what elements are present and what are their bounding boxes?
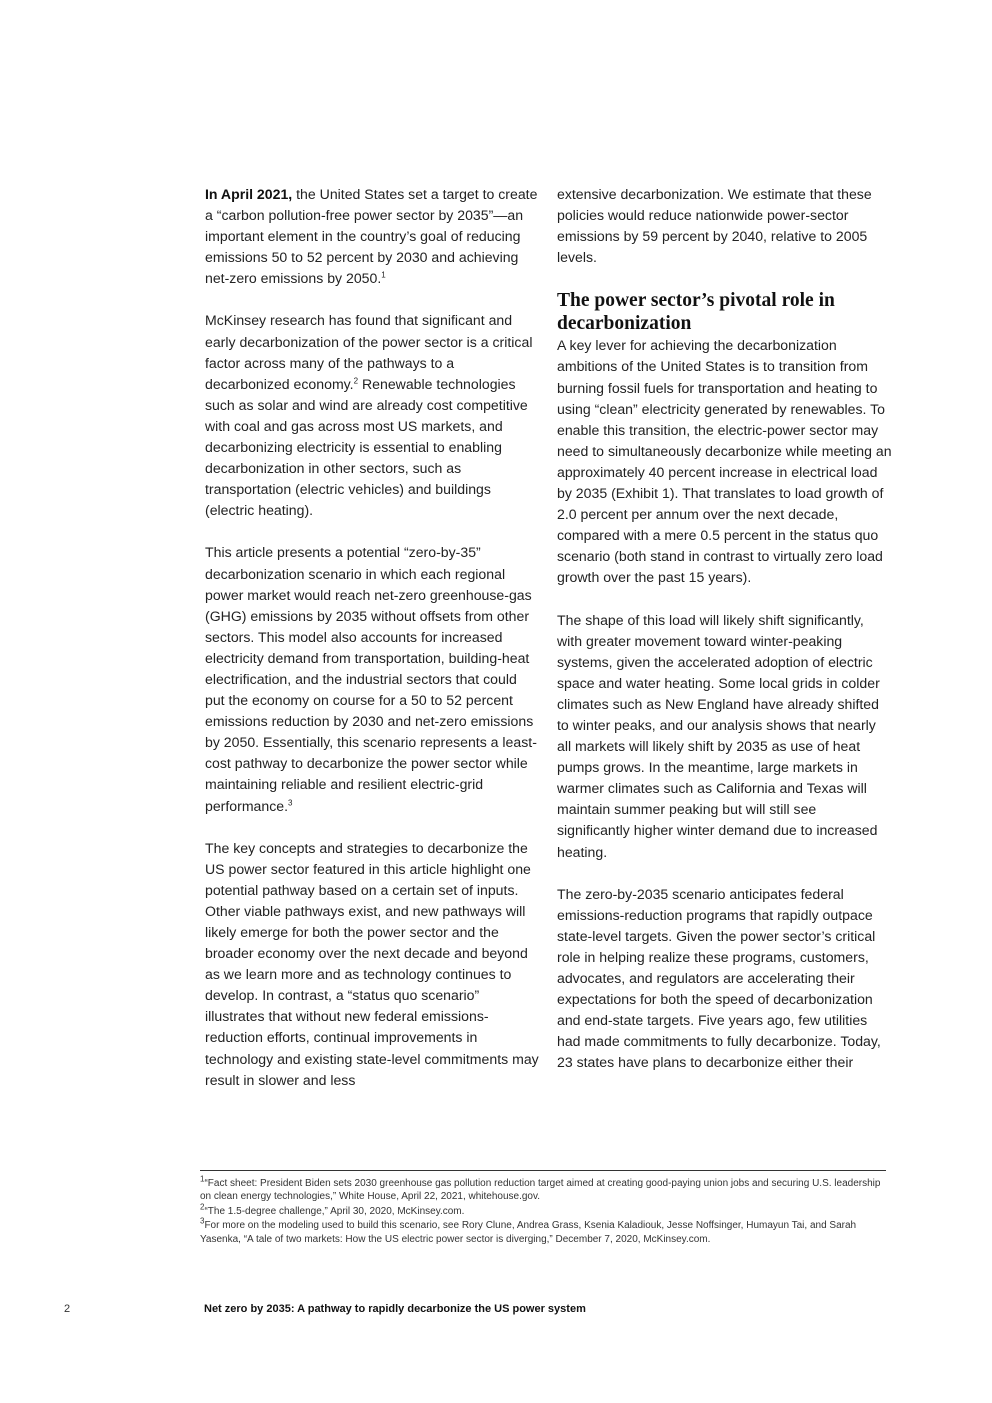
footnote-number: 3 [200, 1216, 205, 1226]
paragraph-text: the United States set a target to create a “carbon pollution-free power sector by 2035”—an important element in the country’s goal of reducing emissions 50 to 52 percent by 2030 and achieving net-zero emissions by 2050. [205, 186, 538, 287]
paragraph-scenario [205, 542, 540, 816]
right-column [557, 184, 892, 1094]
paragraph-load-shape [557, 610, 892, 863]
paragraph-text: This article presents a potential “zero-by-35” decarbonization scenario in which each regional power market would reach net-zero greenhouse-gas (GHG) emissions by 2035 without offsets from other sectors. This model also accounts for increased electricity demand from transportation, building-heat electrification, and the industrial sectors that could put the economy on course for a 50 to 52 percent emissions reduction by 2030 and net-zero emissions by 2050. Essentially, this scenario represents a least-cost pathway to decarbonize the power sector while maintaining reliable and resilient electric-grid performance. [205, 544, 537, 814]
page-number: 2 [64, 1303, 71, 1315]
footnote-ref[interactable]: 2 [353, 376, 359, 386]
paragraph-text: The shape of this load will likely shift significantly, with greater movement toward winter-peaking systems, given the accelerated adoption of electric space and water heating. Some local grids in colder climates such as New England have already shifted to winter peaks, and our analysis shows that nearly all markets will likely shift by 2035 as use of heat pumps grows. In the meantime, large markets in warmer climates such as California and Texas will maintain summer peaking but will still see significantly higher winter demand due to increased heating. [557, 611, 880, 860]
paragraph-zero-by-2035 [557, 884, 892, 1074]
paragraph-text: McKinsey research has found that significant and early decarbonization of the power sector is a critical factor across many of the pathways to a decarbonized economy. [205, 312, 533, 392]
paragraph-key-lever [557, 335, 892, 588]
paragraph-text: Renewable technologies such as solar and wind are already cost competitive with coal and gas across most US markets, and decarbonizing electricity is essential to enabling decarbonization in other sectors, such as transportation (electric vehicles) and buildings (electric heating). [205, 375, 528, 519]
paragraph-intro [205, 184, 540, 289]
footnote-2 [200, 1202, 886, 1218]
lead-in: In April 2021, [205, 186, 293, 202]
footnote-text: “The 1.5-degree challenge,” April 30, 2020, McKinsey.com. [204, 1205, 465, 1217]
paragraph-key-concepts [205, 838, 540, 1091]
paragraph-research [205, 310, 540, 521]
left-column [205, 184, 540, 1112]
footnote-number: 1 [200, 1174, 205, 1184]
paragraph-continuation [557, 184, 892, 268]
footnote-text: “Fact sheet: President Biden sets 2030 greenhouse gas pollution reduction target aimed at creating good-paying union jobs and securing U.S. leadership on clean energy technologies,” White House, April 22, 2021, whitehouse.gov. [200, 1178, 881, 1203]
footnote-3 [200, 1216, 886, 1246]
running-footer-title: Net zero by 2035: A pathway to rapidly decarbonize the US power system [204, 1303, 586, 1315]
footnotes [200, 1170, 886, 1247]
footnote-1 [200, 1174, 886, 1204]
footnote-text: For more on the modeling used to build this scenario, see Rory Clune, Andrea Grass, Ksenia Kaladiouk, Jesse Noffsinger, Humayun Tai, and Sarah Yasenka, “A tale of two markets: How the US electric power sector is diverging,” December 7, 2020, McKinsey.com. [200, 1220, 857, 1245]
footnote-number: 2 [200, 1202, 205, 1212]
paragraph-text: The key concepts and strategies to decarbonize the US power sector featured in this article highlight one potential pathway based on a certain set of inputs. Other viable pathways exist, and new pathways will likely emerge for both the power sector and the broader economy over the next decade and beyond as we learn more and as technology continues to develop. In contrast, a “status quo scenario” illustrates that without new federal emissions-reduction efforts, continual improvements in technology and existing state-level commitments may result in slower and less [205, 839, 539, 1088]
paragraph-text: extensive decarbonization. We estimate that these policies would reduce nationwide power-sector emissions by 59 percent by 2040, relative to 2005 levels. [557, 186, 872, 266]
paragraph-text: The zero-by-2035 scenario anticipates federal emissions-reduction programs that rapidly outpace state-level targets. Given the power sector’s critical role in helping realize these programs, customers, advocates, and regulators are accelerating their expectations for both the speed of decarbonization and end-state targets. Five years ago, few utilities had made commitments to fully decarbonize. Today, 23 states have plans to decarbonize either their [557, 885, 881, 1071]
paragraph-text: A key lever for achieving the decarbonization ambitions of the United States is to transition from burning fossil fuels for transportation and heating to using “clean” electricity generated by renewables. To enable this transition, the electric-power sector may need to simultaneously decarbonize while meeting an approximately 40 percent increase in electrical load by 2035 (Exhibit 1). That translates to load growth of 2.0 percent per annum over the next decade, compared with a mere 0.5 percent in the status quo scenario (both stand in contrast to virtually zero load growth over the past 15 years). [557, 337, 892, 586]
footnote-ref[interactable]: 3 [288, 797, 293, 807]
footnote-ref[interactable]: 1 [381, 270, 386, 280]
section-heading: The power sector’s pivotal role in decarbonization [557, 290, 835, 335]
